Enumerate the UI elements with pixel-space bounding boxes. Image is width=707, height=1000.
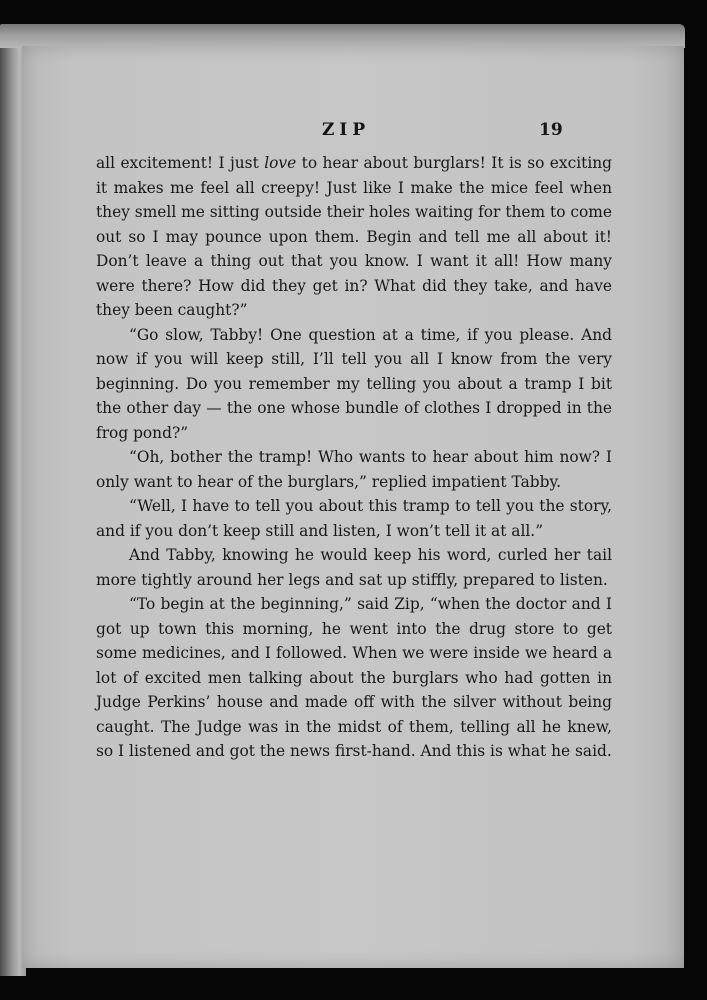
page-top-edge [0, 24, 685, 48]
page-header [22, 120, 684, 144]
page-number: 19 [539, 120, 563, 140]
paragraph-5: And Tabby, knowing he would keep his word, curled her tail more tightly around her legs and sat up stiffly, prepared to listen. [96, 546, 612, 589]
running-head: ZIP [322, 120, 371, 140]
book-page [22, 46, 684, 968]
paragraph-1-emphasis: love [264, 154, 297, 172]
body-text [96, 151, 612, 764]
paragraph-6: “To begin at the beginning,” said Zip, “when the doctor and I got up town this morning, he went into the drug store to get some medicines, and I followed. When we were inside we heard a lot of excited men talking about the burglars who had gotten in Judge Perkins’ house and made off with the silver without being caught. The Judge was in the midst of them, telling all he knew, so I listened and got the news first-hand. And this is what he said. [96, 595, 612, 760]
paragraph-4: “Well, I have to tell you about this tramp to tell you the story, and if you don’t keep still and listen, I won’t tell it at all.” [96, 497, 612, 540]
paragraph-1-part-2: to hear about burglars! It is so exciting it makes me feel all creepy! Just like I make the mice feel when they smell me sitting outside their holes waiting for them to come out so I may pounce upon them. Begin and tell me all about it! Don’t leave a thing out that you know. I want it all! How many were there? How did they get in? What did they take, and have they been caught?” [96, 154, 613, 319]
paragraph-3: “Oh, bother the tramp! Who wants to hear about him now? I only want to hear of the burglars,” replied impatient Tabby. [96, 448, 612, 491]
paragraph-2: “Go slow, Tabby! One question at a time, if you please. And now if you will keep still, I’ll tell you all I know from the very beginning. Do you remember my telling you about a tramp I bit the other day — the one whose bundle of clothes I dropped in the frog pond?” [96, 325, 612, 442]
paragraph-1 [96, 151, 612, 323]
paragraph-1-part-1: all excitement! I just [96, 154, 265, 172]
